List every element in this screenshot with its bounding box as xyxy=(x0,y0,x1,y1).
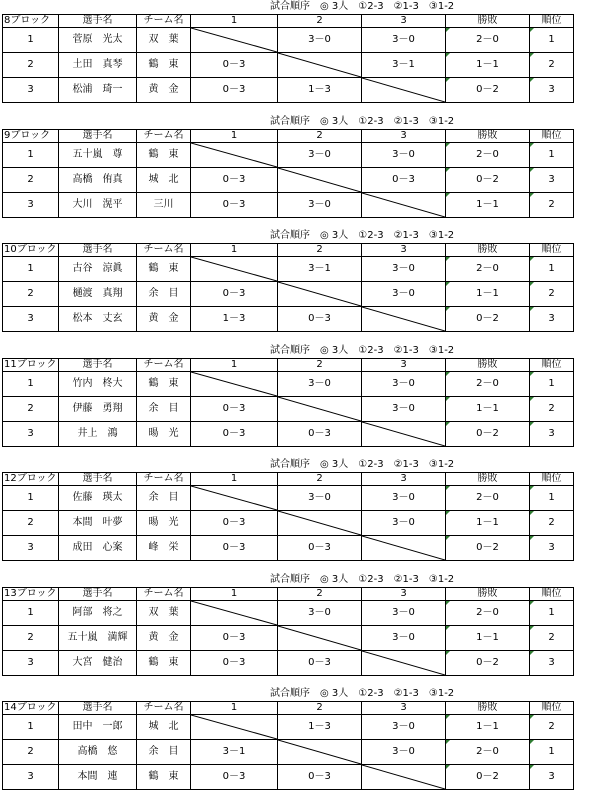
player-name: 菅原 光太 xyxy=(59,28,137,53)
player-number: 3 xyxy=(3,78,59,103)
match-score: 0－3 xyxy=(191,765,278,790)
player-name: 阿部 将之 xyxy=(59,600,137,625)
header-vs-1: 1 xyxy=(191,15,278,28)
match-score: 3－1 xyxy=(362,53,446,78)
win-loss: 0－2 xyxy=(446,650,530,675)
header-win-loss: 勝敗 xyxy=(446,244,530,257)
team-name: 余 目 xyxy=(137,740,191,765)
table-row xyxy=(3,625,574,650)
rank: 1 xyxy=(530,257,574,282)
player-name: 五十嵐 尊 xyxy=(59,142,137,167)
win-loss: 2－0 xyxy=(446,371,530,396)
team-name: 鶴 東 xyxy=(137,53,191,78)
block-label: 13ブロック xyxy=(4,587,57,599)
self-match-cell xyxy=(362,192,446,217)
table-row xyxy=(3,650,574,675)
diagonal-line xyxy=(362,422,445,446)
diagonal-line xyxy=(191,601,277,625)
self-match-cell xyxy=(278,625,362,650)
team-name: 鶴 東 xyxy=(137,765,191,790)
rank: 3 xyxy=(530,307,574,332)
match-score: 0－3 xyxy=(191,396,278,421)
match-score: 0－3 xyxy=(191,282,278,307)
table-row xyxy=(3,257,574,282)
header-win-loss: 勝敗 xyxy=(446,15,530,28)
match-score: 3－0 xyxy=(278,600,362,625)
team-name: 鶴 東 xyxy=(137,650,191,675)
self-match-cell xyxy=(191,600,278,625)
player-name: 古谷 涼眞 xyxy=(59,257,137,282)
table-row xyxy=(3,167,574,192)
results-table xyxy=(2,243,574,332)
results-table xyxy=(2,14,574,103)
team-name: 黄 金 xyxy=(137,625,191,650)
win-loss: 0－2 xyxy=(446,765,530,790)
player-number: 2 xyxy=(3,167,59,192)
match-score: 3－0 xyxy=(362,282,446,307)
player-name: 大宮 健治 xyxy=(59,650,137,675)
header-row xyxy=(3,587,574,600)
block xyxy=(0,0,600,100)
header-player: 選手名 xyxy=(59,15,137,28)
match-score: 0－3 xyxy=(191,650,278,675)
rank: 1 xyxy=(530,486,574,511)
block xyxy=(0,115,600,215)
match-score: 3－0 xyxy=(278,28,362,53)
header-vs-2: 2 xyxy=(278,129,362,142)
diagonal-line xyxy=(191,143,277,167)
rank: 3 xyxy=(530,765,574,790)
rank: 3 xyxy=(530,650,574,675)
rank: 1 xyxy=(530,142,574,167)
match-order-note: 試合順序 ◎ 3人 ①2-3 ②1-3 ③1-2 xyxy=(270,344,455,356)
rank: 2 xyxy=(530,715,574,740)
block-label: 8ブロック xyxy=(3,15,59,28)
team-name: 双 葉 xyxy=(137,28,191,53)
results-table xyxy=(2,358,574,447)
player-number: 3 xyxy=(3,421,59,446)
rank: 2 xyxy=(530,192,574,217)
table-row xyxy=(3,396,574,421)
team-name: 三川 xyxy=(137,192,191,217)
header-player: 選手名 xyxy=(59,473,137,486)
player-number: 3 xyxy=(3,765,59,790)
match-score: 3－0 xyxy=(278,371,362,396)
block-label: 9ブロック xyxy=(3,129,59,142)
match-order-note: 試合順序 ◎ 3人 ①2-3 ②1-3 ③1-2 xyxy=(270,230,455,241)
table-row xyxy=(3,600,574,625)
match-score: 3－0 xyxy=(278,192,362,217)
header-vs-3: 3 xyxy=(362,587,446,600)
win-loss: 0－2 xyxy=(446,307,530,332)
player-number: 3 xyxy=(3,192,59,217)
player-name: 高橋 侑真 xyxy=(59,167,137,192)
header-team: チーム名 xyxy=(137,129,191,142)
block xyxy=(0,344,600,444)
player-name: 井上 鴻 xyxy=(59,421,137,446)
team-name: 鶴 東 xyxy=(137,371,191,396)
header-vs-1: 1 xyxy=(191,358,278,371)
match-score: 0－3 xyxy=(191,536,278,561)
win-loss: 1－1 xyxy=(446,625,530,650)
rank: 3 xyxy=(530,167,574,192)
match-score: 0－3 xyxy=(191,511,278,536)
self-match-cell xyxy=(362,307,446,332)
player-name: 伊藤 勇翔 xyxy=(59,396,137,421)
win-loss: 1－1 xyxy=(446,282,530,307)
header-vs-3: 3 xyxy=(362,244,446,257)
header-row xyxy=(3,473,574,486)
match-score: 1－3 xyxy=(278,78,362,103)
match-score: 0－3 xyxy=(191,78,278,103)
rank: 2 xyxy=(530,53,574,78)
player-number: 2 xyxy=(3,282,59,307)
table-row xyxy=(3,78,574,103)
table-row xyxy=(3,421,574,446)
results-table xyxy=(2,472,574,561)
match-score: 3－0 xyxy=(362,625,446,650)
match-score: 3－0 xyxy=(362,28,446,53)
match-score: 0－3 xyxy=(191,53,278,78)
header-rank: 順位 xyxy=(530,702,574,715)
player-name: 松浦 琦一 xyxy=(59,78,137,103)
player-name: 成田 心案 xyxy=(59,536,137,561)
team-name: 双 葉 xyxy=(137,600,191,625)
header-row xyxy=(3,358,574,371)
diagonal-line xyxy=(278,626,361,650)
header-player: 選手名 xyxy=(59,129,137,142)
diagonal-line xyxy=(278,282,361,306)
team-name: 城 北 xyxy=(137,167,191,192)
table-row xyxy=(3,536,574,561)
win-loss: 1－1 xyxy=(446,192,530,217)
self-match-cell xyxy=(278,53,362,78)
table-row xyxy=(3,282,574,307)
header-vs-3: 3 xyxy=(362,702,446,715)
block-label: 12ブロック xyxy=(4,473,57,484)
diagonal-line xyxy=(278,511,361,535)
block xyxy=(0,229,600,329)
self-match-cell xyxy=(191,142,278,167)
table-row xyxy=(3,765,574,790)
self-match-cell xyxy=(278,396,362,421)
diagonal-line xyxy=(362,307,445,331)
header-vs-1: 1 xyxy=(191,473,278,486)
header-row xyxy=(3,15,574,28)
match-score: 0－3 xyxy=(191,625,278,650)
diagonal-line xyxy=(191,28,277,52)
results-table xyxy=(2,587,574,676)
results-table xyxy=(2,129,574,218)
header-row xyxy=(3,244,574,257)
table-row xyxy=(3,53,574,78)
header-team: チーム名 xyxy=(137,15,191,28)
match-score: 1－3 xyxy=(278,715,362,740)
match-score: 3－0 xyxy=(362,715,446,740)
match-order-note: 試合順序 ◎ 3人 ①2-3 ②1-3 ③1-2 xyxy=(270,1,455,12)
diagonal-line xyxy=(362,536,445,560)
header-win-loss: 勝敗 xyxy=(446,473,530,486)
block xyxy=(0,573,600,673)
table-row xyxy=(3,740,574,765)
match-score: 0－3 xyxy=(278,765,362,790)
match-score: 3－0 xyxy=(362,371,446,396)
team-name: 黄 金 xyxy=(137,78,191,103)
win-loss: 0－2 xyxy=(446,536,530,561)
self-match-cell xyxy=(362,421,446,446)
self-match-cell xyxy=(362,650,446,675)
header-win-loss: 勝敗 xyxy=(446,587,530,600)
table-row xyxy=(3,192,574,217)
win-loss: 2－0 xyxy=(446,600,530,625)
team-name: 余 目 xyxy=(137,282,191,307)
team-name: 黄 金 xyxy=(137,307,191,332)
header-row xyxy=(3,129,574,142)
match-score: 0－3 xyxy=(362,167,446,192)
diagonal-line xyxy=(362,651,445,675)
player-number: 1 xyxy=(3,371,59,396)
team-name: 余 目 xyxy=(137,486,191,511)
diagonal-line xyxy=(278,397,361,421)
table-row xyxy=(3,307,574,332)
diagonal-line xyxy=(191,372,277,396)
win-loss: 2－0 xyxy=(446,486,530,511)
self-match-cell xyxy=(362,765,446,790)
match-score: 0－3 xyxy=(191,167,278,192)
player-name: 大川 滉平 xyxy=(59,192,137,217)
match-order-note: 試合順序 ◎ 3人 ①2-3 ②1-3 ③1-2 xyxy=(270,459,455,470)
team-name: 余 目 xyxy=(137,396,191,421)
rank: 3 xyxy=(530,78,574,103)
match-score: 3－0 xyxy=(362,486,446,511)
rank: 1 xyxy=(530,371,574,396)
player-number: 1 xyxy=(3,257,59,282)
diagonal-line xyxy=(278,740,361,764)
header-vs-2: 2 xyxy=(278,244,362,257)
match-score: 3－0 xyxy=(362,740,446,765)
match-score: 0－3 xyxy=(278,421,362,446)
win-loss: 0－2 xyxy=(446,421,530,446)
header-row xyxy=(3,702,574,715)
header-player: 選手名 xyxy=(59,358,137,371)
player-number: 1 xyxy=(3,28,59,53)
player-name: 竹内 柊大 xyxy=(59,371,137,396)
header-vs-2: 2 xyxy=(278,702,362,715)
header-rank: 順位 xyxy=(530,129,574,142)
rank: 3 xyxy=(530,421,574,446)
player-number: 3 xyxy=(3,536,59,561)
win-loss: 1－1 xyxy=(446,53,530,78)
win-loss: 2－0 xyxy=(446,28,530,53)
player-name: 本間 連 xyxy=(59,765,137,790)
win-loss: 0－2 xyxy=(446,78,530,103)
header-player: 選手名 xyxy=(59,702,137,715)
self-match-cell xyxy=(362,78,446,103)
table-row xyxy=(3,486,574,511)
diagonal-line xyxy=(278,168,361,192)
player-name: 五十嵐 満輝 xyxy=(59,625,137,650)
match-score: 3－0 xyxy=(278,142,362,167)
table-row xyxy=(3,28,574,53)
header-win-loss: 勝敗 xyxy=(446,129,530,142)
table-row xyxy=(3,142,574,167)
player-number: 1 xyxy=(3,715,59,740)
match-score: 0－3 xyxy=(278,536,362,561)
diagonal-line xyxy=(278,53,361,77)
player-number: 3 xyxy=(3,307,59,332)
player-name: 土田 真琴 xyxy=(59,53,137,78)
match-score: 3－0 xyxy=(278,486,362,511)
player-number: 1 xyxy=(3,600,59,625)
diagonal-line xyxy=(191,715,277,739)
match-order-note: 試合順序 ◎ 3人 ①2-3 ②1-3 ③1-2 xyxy=(270,688,455,699)
team-name: 峰 栄 xyxy=(137,536,191,561)
results-table xyxy=(2,701,574,790)
match-score: 3－0 xyxy=(362,600,446,625)
self-match-cell xyxy=(191,28,278,53)
win-loss: 1－1 xyxy=(446,396,530,421)
header-vs-2: 2 xyxy=(278,473,362,486)
header-vs-2: 2 xyxy=(278,587,362,600)
header-rank: 順位 xyxy=(530,587,574,600)
team-name: 暘 光 xyxy=(137,511,191,536)
header-vs-1: 1 xyxy=(191,244,278,257)
match-score: 3－0 xyxy=(362,511,446,536)
player-name: 樋渡 真翔 xyxy=(59,282,137,307)
self-match-cell xyxy=(278,167,362,192)
player-name: 佐藤 瑛太 xyxy=(59,486,137,511)
header-player: 選手名 xyxy=(59,244,137,257)
header-rank: 順位 xyxy=(530,358,574,371)
header-team: チーム名 xyxy=(137,587,191,600)
player-name: 高橋 悠 xyxy=(59,740,137,765)
header-team: チーム名 xyxy=(137,358,191,371)
match-score: 3－0 xyxy=(362,257,446,282)
header-player: 選手名 xyxy=(59,587,137,600)
match-score: 3－1 xyxy=(278,257,362,282)
block xyxy=(0,687,600,787)
block-label: 14ブロック xyxy=(4,702,57,713)
header-win-loss: 勝敗 xyxy=(446,358,530,371)
team-name: 城 北 xyxy=(137,715,191,740)
header-rank: 順位 xyxy=(530,473,574,486)
match-score: 0－3 xyxy=(278,307,362,332)
table-row xyxy=(3,715,574,740)
team-name: 鶴 東 xyxy=(137,257,191,282)
win-loss: 0－2 xyxy=(446,167,530,192)
self-match-cell xyxy=(278,511,362,536)
block-label: 10ブロック xyxy=(4,244,57,255)
player-number: 2 xyxy=(3,53,59,78)
header-vs-3: 3 xyxy=(362,15,446,28)
match-score: 3－0 xyxy=(362,142,446,167)
header-vs-3: 3 xyxy=(362,129,446,142)
player-number: 2 xyxy=(3,625,59,650)
match-order-note: 試合順序 ◎ 3人 ①2-3 ②1-3 ③1-2 xyxy=(270,573,455,585)
rank: 2 xyxy=(530,282,574,307)
self-match-cell xyxy=(191,257,278,282)
header-win-loss: 勝敗 xyxy=(446,702,530,715)
header-team: チーム名 xyxy=(137,702,191,715)
header-vs-1: 1 xyxy=(191,702,278,715)
header-rank: 順位 xyxy=(530,15,574,28)
player-name: 田中 一郎 xyxy=(59,715,137,740)
rank: 1 xyxy=(530,600,574,625)
block xyxy=(0,458,600,558)
header-vs-2: 2 xyxy=(278,15,362,28)
diagonal-line xyxy=(362,765,445,789)
player-number: 3 xyxy=(3,650,59,675)
team-name: 暘 光 xyxy=(137,421,191,446)
team-name: 鶴 東 xyxy=(137,142,191,167)
header-team: チーム名 xyxy=(137,244,191,257)
diagonal-line xyxy=(362,78,445,102)
rank: 1 xyxy=(530,28,574,53)
header-vs-1: 1 xyxy=(191,587,278,600)
player-number: 1 xyxy=(3,486,59,511)
block-label: 11ブロック xyxy=(4,358,57,370)
self-match-cell xyxy=(278,740,362,765)
player-name: 松本 丈玄 xyxy=(59,307,137,332)
match-score: 3－0 xyxy=(362,396,446,421)
win-loss: 1－1 xyxy=(446,715,530,740)
rank: 2 xyxy=(530,511,574,536)
player-name: 本間 叶夢 xyxy=(59,511,137,536)
table-row xyxy=(3,371,574,396)
match-score: 0－3 xyxy=(278,650,362,675)
match-order-note: 試合順序 ◎ 3人 ①2-3 ②1-3 ③1-2 xyxy=(270,115,455,127)
match-score: 0－3 xyxy=(191,192,278,217)
rank: 3 xyxy=(530,536,574,561)
header-vs-2: 2 xyxy=(278,358,362,371)
diagonal-line xyxy=(191,257,277,281)
header-vs-1: 1 xyxy=(191,129,278,142)
player-number: 2 xyxy=(3,740,59,765)
rank: 2 xyxy=(530,396,574,421)
self-match-cell xyxy=(191,715,278,740)
self-match-cell xyxy=(362,536,446,561)
header-vs-3: 3 xyxy=(362,473,446,486)
win-loss: 2－0 xyxy=(446,142,530,167)
header-team: チーム名 xyxy=(137,473,191,486)
diagonal-line xyxy=(362,193,445,217)
match-score: 1－3 xyxy=(191,307,278,332)
player-number: 2 xyxy=(3,511,59,536)
match-score: 0－3 xyxy=(191,421,278,446)
diagonal-line xyxy=(191,486,277,510)
rank: 1 xyxy=(530,740,574,765)
self-match-cell xyxy=(191,486,278,511)
win-loss: 2－0 xyxy=(446,257,530,282)
player-number: 1 xyxy=(3,142,59,167)
self-match-cell xyxy=(278,282,362,307)
self-match-cell xyxy=(191,371,278,396)
match-score: 3－1 xyxy=(191,740,278,765)
player-number: 2 xyxy=(3,396,59,421)
header-vs-3: 3 xyxy=(362,358,446,371)
header-rank: 順位 xyxy=(530,244,574,257)
table-row xyxy=(3,511,574,536)
win-loss: 2－0 xyxy=(446,740,530,765)
rank: 2 xyxy=(530,625,574,650)
win-loss: 1－1 xyxy=(446,511,530,536)
